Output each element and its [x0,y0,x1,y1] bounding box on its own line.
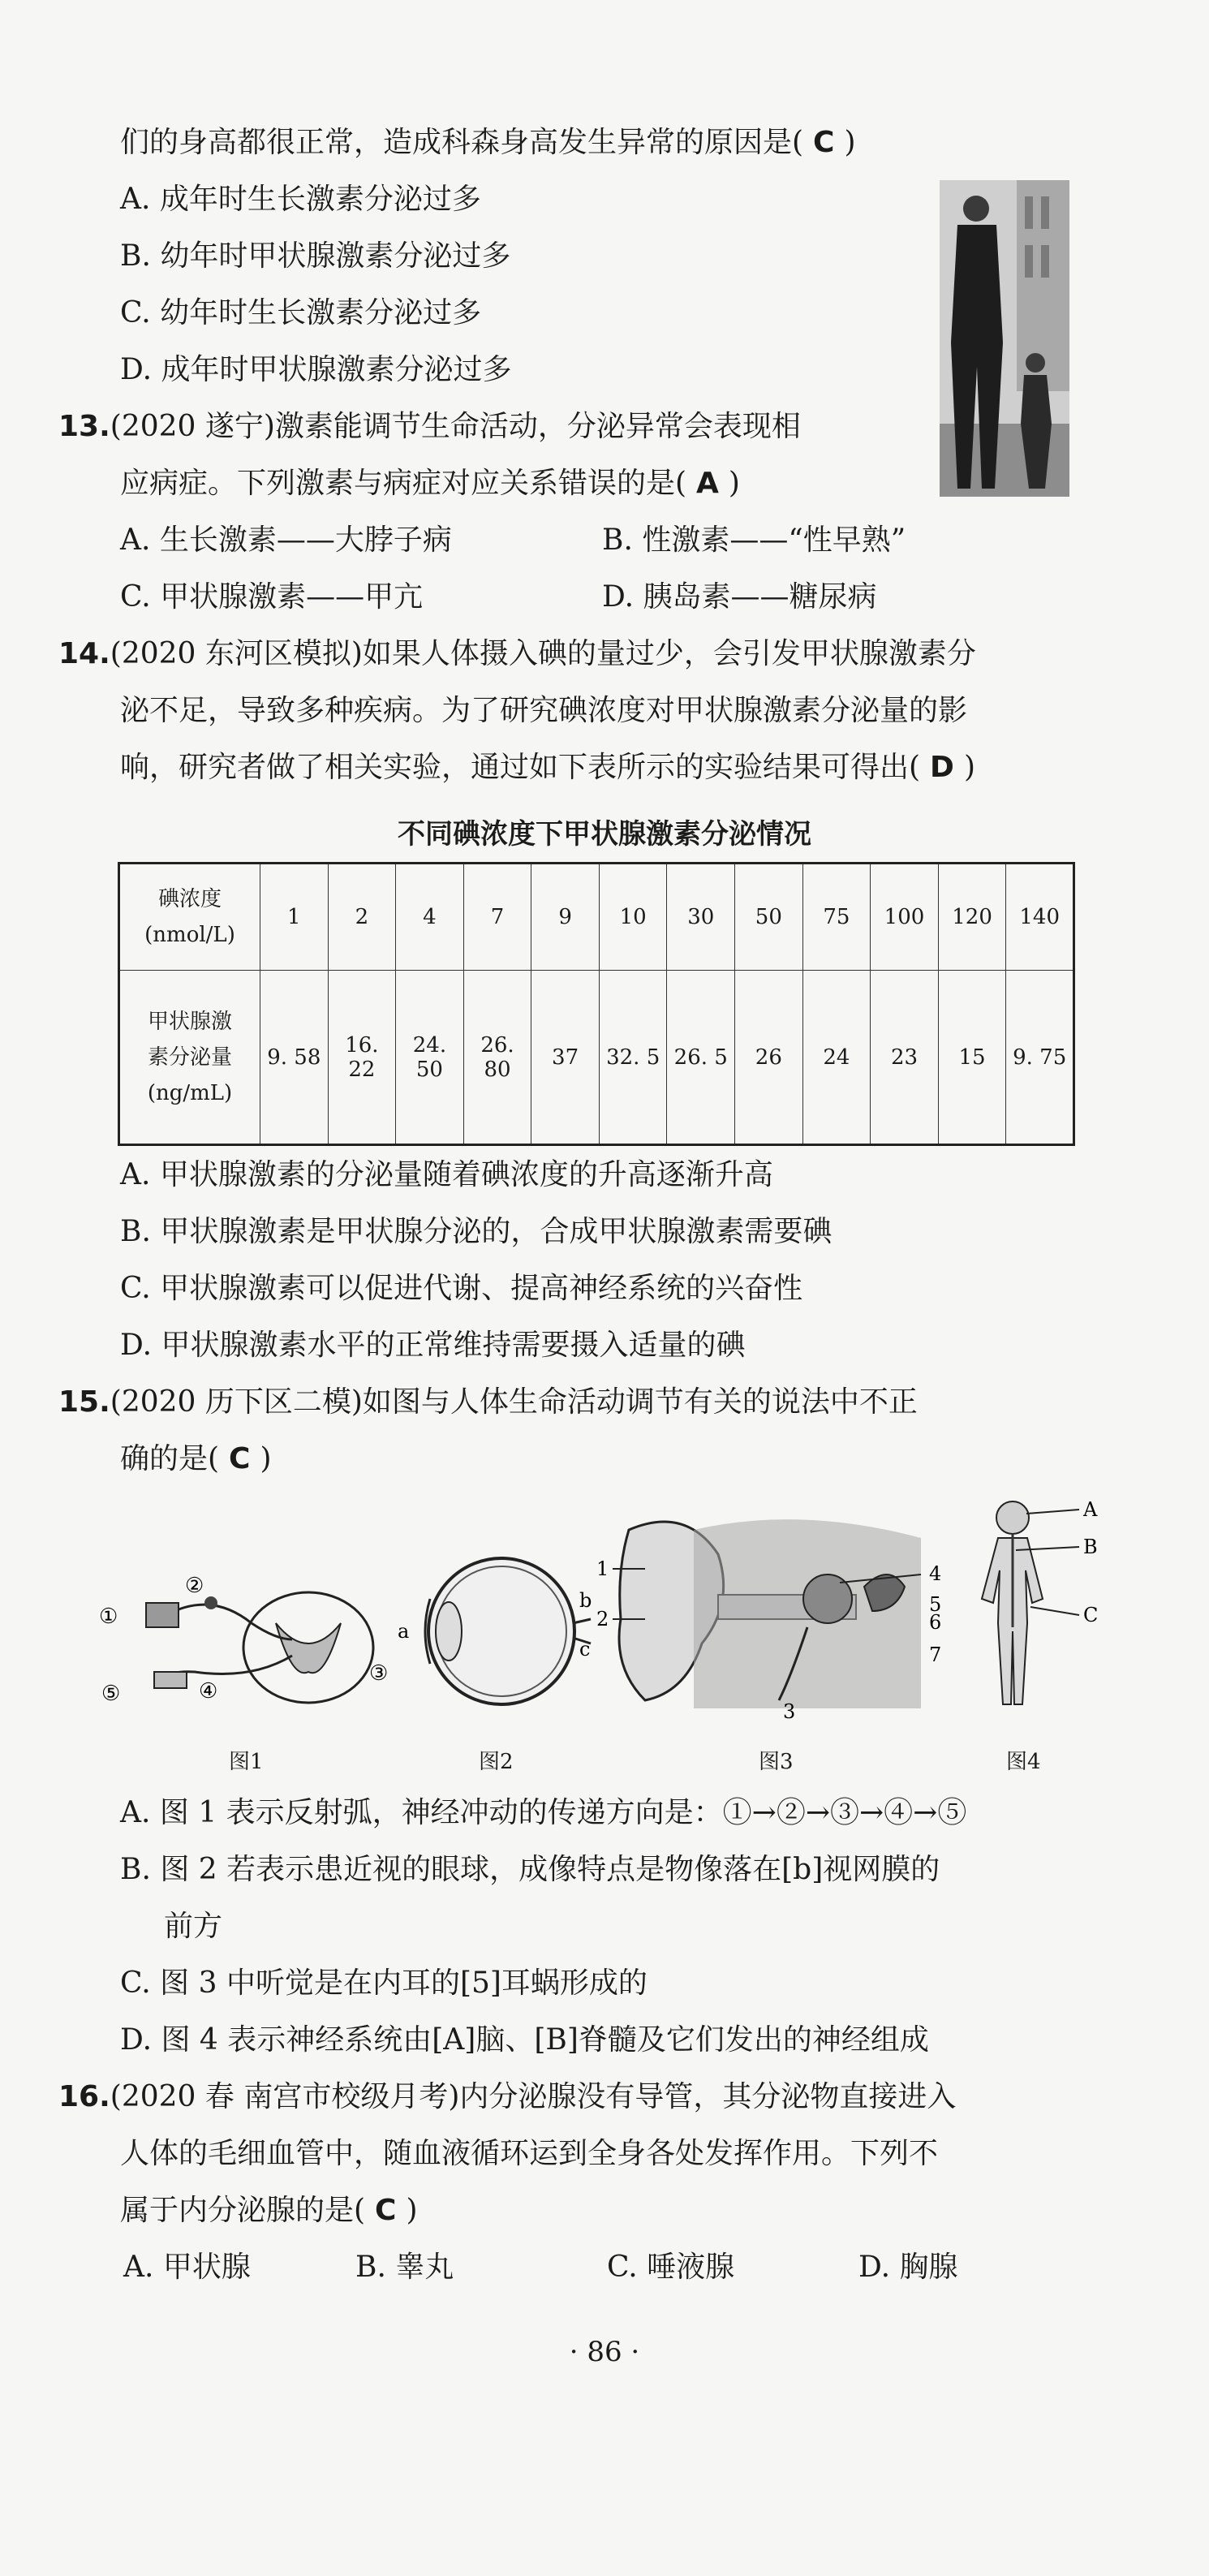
fig4-label: B [1083,1536,1098,1558]
table-cell: 24 [802,971,871,1145]
table-row-secretion [119,971,1074,1145]
fig3-label: 5 [929,1593,942,1616]
q16-option-c: C. 唾液腺 [607,2251,735,2284]
table-cell: 10 [599,864,667,971]
q12-option-a: A. 成年时生长激素分泌过多 [120,183,481,216]
q14-line3: 响，研究者做了相关实验，通过如下表所示的实验结果可得出( D ) [120,751,975,784]
q15-option-d: D. 图 4 表示神经系统由[A]脑、[B]脊髓及它们发出的神经组成 [120,2023,929,2057]
fig4-label: A [1083,1498,1098,1521]
table-cell: 7 [463,864,531,971]
q16-line3: 属于内分泌腺的是( C ) [120,2194,418,2227]
tall-man-photo [940,180,1069,497]
table-cell: 30 [667,864,735,971]
figure-caption: 图2 [479,1750,514,1774]
q16-option-b: B. 睾丸 [355,2251,454,2284]
fig3-label: 3 [783,1700,796,1723]
fig3-label: 2 [596,1608,609,1630]
q12-answer: C [813,126,835,159]
table-cell: 23 [871,971,939,1145]
q14-option-c: C. 甲状腺激素可以促进代谢、提高神经系统的兴奋性 [120,1272,803,1305]
q13-answer: A [696,467,719,500]
q13-line1: 13.(2020 遂宁)激素能调节生命活动，分泌异常会表现相 [58,410,801,443]
table-cell: 50 [735,864,803,971]
table-cell: 32. 5 [599,971,667,1145]
q13-number: 13. [58,410,110,443]
table-cell: 120 [938,864,1006,971]
fig1-label: ② [185,1574,204,1598]
q13-option-c: C. 甲状腺激素——甲亢 [120,580,424,614]
fig3-label: 4 [929,1562,942,1585]
fig1-label: ⑤ [101,1682,121,1706]
table-cell: 26 [735,971,803,1145]
page-number: · 86 · [569,2336,640,2368]
q15-answer: C [229,1442,251,1475]
q15-line1: 15.(2020 历下区二模)如图与人体生命活动调节有关的说法中不正 [58,1385,918,1419]
q14-option-b: B. 甲状腺激素是甲状腺分泌的，合成甲状腺激素需要碘 [120,1215,833,1248]
q14-option-a: A. 甲状腺激素的分泌量随着碘浓度的升高逐渐升高 [120,1158,773,1191]
table-title: 不同碘浓度下甲状腺激素分泌情况 [398,818,811,851]
table-cell: 1 [260,864,329,971]
q16-option-d: D. 胸腺 [858,2251,958,2284]
q15-line2: 确的是( C ) [120,1442,272,1475]
fig4-label: C [1083,1604,1099,1626]
fig1-label: ④ [199,1679,218,1704]
q12-option-b: B. 幼年时甲状腺激素分泌过多 [120,239,511,273]
q12-option-c: C. 幼年时生长激素分泌过多 [120,296,482,330]
figure-caption: 图1 [229,1750,264,1774]
q14-option-d: D. 甲状腺激素水平的正常维持需要摄入适量的碘 [120,1329,746,1362]
table-cell: 2 [328,864,396,971]
q16-option-a: A. 甲状腺 [123,2251,251,2284]
q15-option-b-cont: 前方 [164,1910,223,1943]
q13-option-b: B. 性激素——“性早熟” [602,523,906,557]
q15-option-b: B. 图 2 若表示患近视的眼球，成像特点是物像落在[b]视网膜的 [120,1853,940,1886]
q14-line2: 泌不足，导致多种疾病。为了研究碘浓度对甲状腺激素分泌量的影 [120,694,968,727]
fig2-label: b [579,1589,592,1612]
q16-number: 16. [58,2080,110,2113]
table-cell: 9. 75 [1006,971,1074,1145]
table-cell: 9. 58 [260,971,329,1145]
figure-4-nervous-system [966,1493,1112,1721]
table-row-iodine [119,864,1074,971]
figure-caption: 图3 [759,1750,794,1774]
table-cell: 26. 5 [667,971,735,1145]
q12-stem: 们的身高都很正常，造成科森身高发生异常的原因是( C ) [120,126,856,159]
q13-option-d: D. 胰岛素——糖尿病 [602,580,877,614]
q13-line2: 应病症。下列激素与病症对应关系错误的是( A ) [120,467,740,500]
figure-caption: 图4 [1006,1750,1041,1774]
table-cell: 24. 50 [396,971,464,1145]
table-cell: 26. 80 [463,971,531,1145]
fig2-label: c [579,1638,591,1661]
fig3-label: 6 [929,1611,942,1634]
q15-option-a: A. 图 1 表示反射弧，神经冲动的传递方向是：①→②→③→④→⑤ [120,1796,967,1829]
table-cell: 100 [871,864,939,971]
q14-line1: 14.(2020 东河区模拟)如果人体摄入碘的量过少，会引发甲状腺激素分 [58,637,976,670]
q13-option-a: A. 生长激素——大脖子病 [120,523,452,557]
fig1-label: ① [99,1605,118,1629]
fig2-label: a [398,1620,410,1643]
table-cell: 15 [938,971,1006,1145]
figure-3-ear [596,1506,953,1725]
q15-number: 15. [58,1385,110,1419]
fig1-label: ③ [369,1661,389,1686]
table-cell: 16. 22 [328,971,396,1145]
row-header-iodine: 碘浓度 (nmol/L) [119,864,260,971]
table-cell: 140 [1006,864,1074,971]
q15-option-c: C. 图 3 中听觉是在内耳的[5]耳蜗形成的 [120,1966,648,2000]
figure-2-eyeball [388,1542,599,1721]
fig3-label: 7 [929,1643,942,1666]
row-header-secretion: 甲状腺激 素分泌量 (ng/mL) [119,971,260,1145]
q16-line2: 人体的毛细血管中，随血液循环运到全身各处发挥作用。下列不 [120,2137,939,2170]
table-cell: 37 [531,971,600,1145]
fig3-label: 1 [596,1557,609,1580]
q16-line1: 16.(2020 春 南宫市校级月考)内分泌腺没有导管，其分泌物直接进入 [58,2080,957,2113]
table-cell: 75 [802,864,871,971]
table-cell: 4 [396,864,464,971]
iodine-table [118,862,1075,1146]
q12-option-d: D. 成年时甲状腺激素分泌过多 [120,353,512,386]
figure-1-reflex-arc [89,1558,398,1721]
q14-number: 14. [58,637,110,670]
q16-answer: C [375,2194,397,2227]
q14-answer: D [930,751,954,784]
table-cell: 9 [531,864,600,971]
